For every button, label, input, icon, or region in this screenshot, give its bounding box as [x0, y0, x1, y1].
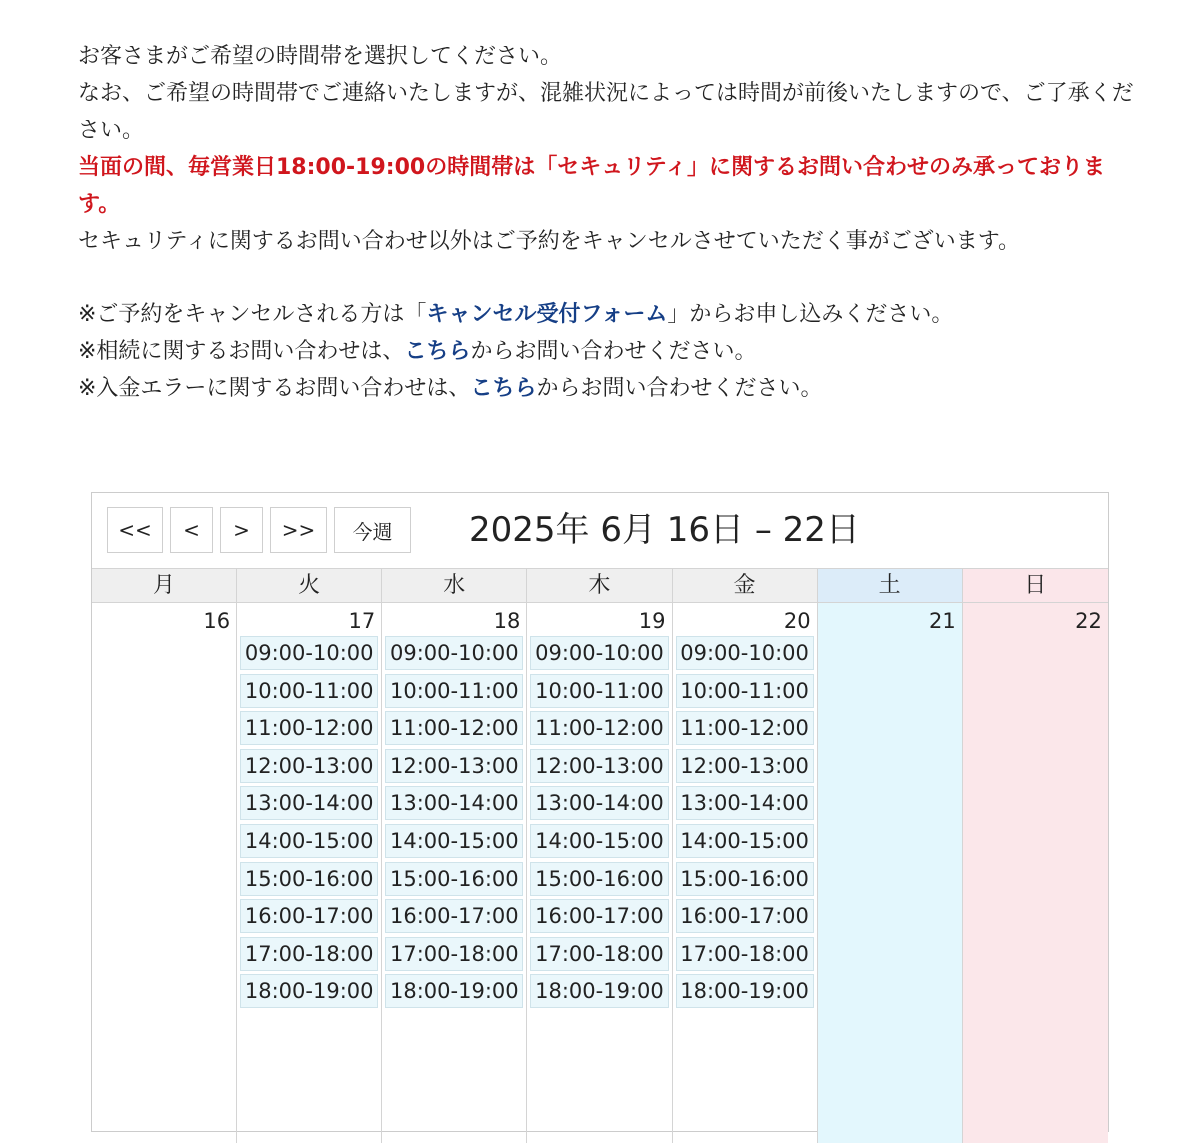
- time-slot[interactable]: 17:00-18:00: [676, 937, 814, 971]
- weekday-tue: 火: [237, 568, 382, 603]
- spacer: [78, 260, 1138, 296]
- deposit-error-note: [78, 370, 1138, 407]
- weekday-fri: 金: [673, 568, 818, 603]
- time-slot[interactable]: 13:00-14:00: [676, 786, 814, 820]
- time-slot[interactable]: 11:00-12:00: [530, 711, 668, 745]
- time-slot[interactable]: 13:00-14:00: [530, 786, 668, 820]
- time-slot[interactable]: 12:00-13:00: [676, 749, 814, 783]
- inheritance-link[interactable]: こちら: [404, 339, 471, 364]
- intro-text: [78, 38, 1138, 407]
- time-slot[interactable]: 16:00-17:00: [530, 899, 668, 933]
- time-slot[interactable]: 11:00-12:00: [385, 711, 523, 745]
- date-number: 20: [783, 609, 811, 633]
- weekday-sat: 土: [818, 568, 963, 603]
- time-slot[interactable]: 12:00-13:00: [385, 749, 523, 783]
- day-columns: [92, 603, 1108, 1143]
- time-slot[interactable]: 17:00-18:00: [530, 937, 668, 971]
- weekday-sun: 日: [963, 568, 1108, 603]
- deposit-note-suffix: からお問い合わせください。: [536, 376, 823, 401]
- time-slot[interactable]: 10:00-11:00: [530, 674, 668, 708]
- inheritance-note-prefix: ※相続に関するお問い合わせは、: [78, 339, 405, 364]
- day-column-fri: [673, 603, 818, 1143]
- time-slot[interactable]: 15:00-16:00: [240, 862, 378, 896]
- inheritance-note: [78, 333, 1138, 370]
- time-slot[interactable]: 14:00-15:00: [240, 824, 378, 858]
- time-slot[interactable]: 18:00-19:00: [530, 974, 668, 1008]
- day-column-mon: [92, 603, 237, 1143]
- booking-calendar: [91, 492, 1109, 1132]
- calendar-week-title: 2025年 6月 16日 – 22日: [469, 510, 860, 550]
- date-number: 17: [348, 609, 376, 633]
- weekday-header-row: [92, 568, 1108, 603]
- next-week-button[interactable]: >: [220, 507, 263, 553]
- time-slot[interactable]: 11:00-12:00: [240, 711, 378, 745]
- date-number: 16: [203, 609, 231, 633]
- weekday-wed: 水: [382, 568, 527, 603]
- time-slot[interactable]: 18:00-19:00: [676, 974, 814, 1008]
- day-column-thu: [527, 603, 672, 1143]
- time-slot[interactable]: 09:00-10:00: [530, 636, 668, 670]
- time-slot[interactable]: 10:00-11:00: [676, 674, 814, 708]
- cancel-note-prefix: ※ご予約をキャンセルされる方は「: [78, 302, 427, 327]
- day-column-sun: [963, 603, 1108, 1143]
- time-slot[interactable]: 17:00-18:00: [385, 937, 523, 971]
- time-slot-list: [240, 636, 378, 1012]
- time-slot[interactable]: 18:00-19:00: [240, 974, 378, 1008]
- next-month-button[interactable]: >>: [270, 507, 327, 553]
- time-slot[interactable]: 10:00-11:00: [240, 674, 378, 708]
- date-number: 19: [638, 609, 666, 633]
- time-slot[interactable]: 09:00-10:00: [385, 636, 523, 670]
- time-slot[interactable]: 18:00-19:00: [385, 974, 523, 1008]
- calendar-toolbar: [92, 493, 1108, 568]
- time-slot[interactable]: 14:00-15:00: [385, 824, 523, 858]
- time-slot[interactable]: 09:00-10:00: [240, 636, 378, 670]
- deposit-note-prefix: ※入金エラーに関するお問い合わせは、: [78, 376, 471, 401]
- day-column-sat: [818, 603, 963, 1143]
- time-slot[interactable]: 15:00-16:00: [676, 862, 814, 896]
- deposit-error-link[interactable]: こちら: [470, 376, 537, 401]
- time-slot[interactable]: 12:00-13:00: [530, 749, 668, 783]
- prev-week-button[interactable]: <: [170, 507, 213, 553]
- cancel-note-suffix: 」からお申し込みください。: [667, 302, 954, 327]
- day-column-tue: [237, 603, 382, 1143]
- time-slot[interactable]: 14:00-15:00: [530, 824, 668, 858]
- intro-line-3: セキュリティに関するお問い合わせ以外はご予約をキャンセルさせていただく事がございます。: [78, 229, 1021, 254]
- date-number: 22: [1075, 609, 1102, 633]
- time-slot[interactable]: 14:00-15:00: [676, 824, 814, 858]
- time-slot[interactable]: 15:00-16:00: [530, 862, 668, 896]
- cancel-note: [78, 296, 1138, 333]
- time-slot[interactable]: 15:00-16:00: [385, 862, 523, 896]
- time-slot[interactable]: 09:00-10:00: [676, 636, 814, 670]
- cancel-form-link[interactable]: キャンセル受付フォーム: [426, 302, 668, 327]
- intro-line-1: お客さまがご希望の時間帯を選択してください。: [78, 44, 563, 69]
- time-slot[interactable]: 12:00-13:00: [240, 749, 378, 783]
- time-slot[interactable]: 17:00-18:00: [240, 937, 378, 971]
- time-slot[interactable]: 16:00-17:00: [676, 899, 814, 933]
- time-slot-list: [676, 636, 814, 1012]
- this-week-button[interactable]: 今週: [334, 507, 411, 553]
- prev-month-button[interactable]: <<: [107, 507, 163, 553]
- weekday-mon: 月: [92, 568, 237, 603]
- time-slot[interactable]: 16:00-17:00: [385, 899, 523, 933]
- inheritance-note-suffix: からお問い合わせください。: [470, 339, 757, 364]
- time-slot[interactable]: 13:00-14:00: [240, 786, 378, 820]
- time-slot[interactable]: 13:00-14:00: [385, 786, 523, 820]
- time-slot-list: [385, 636, 523, 1012]
- date-number: 21: [929, 609, 956, 633]
- weekday-thu: 木: [527, 568, 672, 603]
- time-slot[interactable]: 10:00-11:00: [385, 674, 523, 708]
- time-slot-list: [530, 636, 668, 1012]
- intro-line-2: なお、ご希望の時間帯でご連絡いたしますが、混雑状況によっては時間が前後いたしますので、ご了承ください。: [78, 81, 1134, 143]
- time-slot[interactable]: 11:00-12:00: [676, 711, 814, 745]
- day-column-wed: [382, 603, 527, 1143]
- date-number: 18: [493, 609, 521, 633]
- security-warning: 当面の間、毎営業日18:00‐19:00の時間帯は「セキュリティ」に関するお問い合わせのみ承っております。: [78, 155, 1105, 217]
- time-slot[interactable]: 16:00-17:00: [240, 899, 378, 933]
